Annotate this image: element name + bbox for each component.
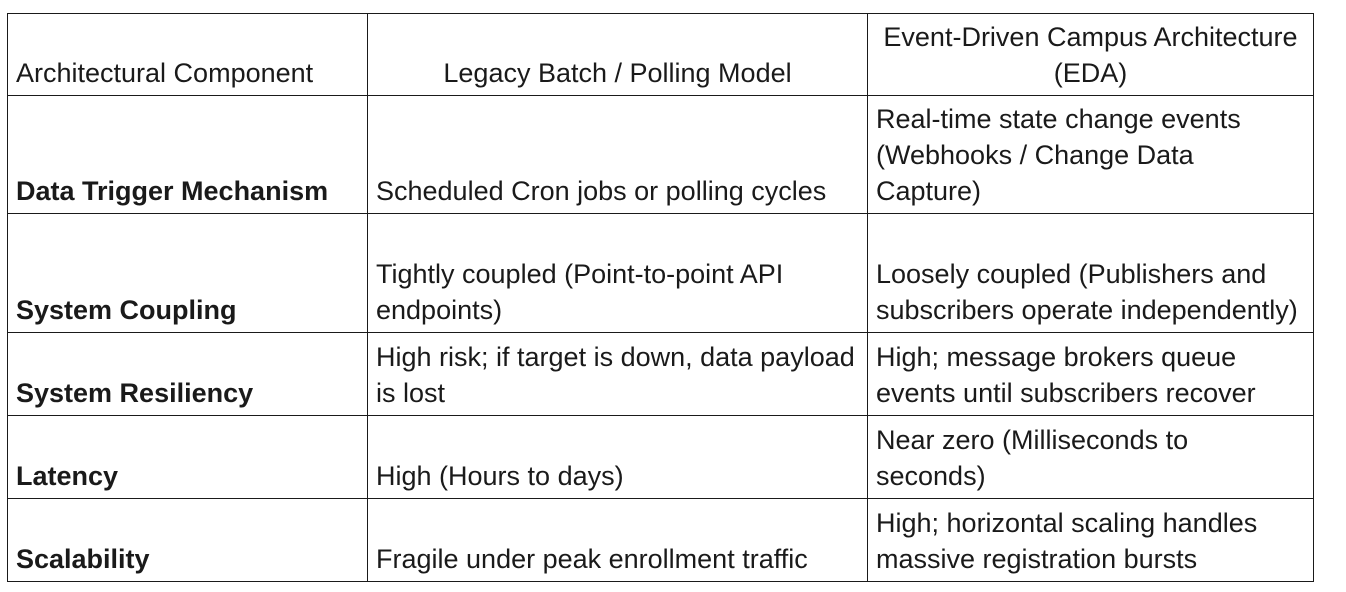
table-header-row bbox=[8, 14, 1314, 96]
table-row bbox=[8, 333, 1314, 416]
legacy-cell: High risk; if target is down, data payload is lost bbox=[368, 333, 868, 416]
row-label: Scalability bbox=[8, 499, 368, 582]
eda-cell: High; message brokers queue events until subscribers recover bbox=[868, 333, 1314, 416]
eda-cell: High; horizontal scaling handles massive registration bursts bbox=[868, 499, 1314, 582]
table-row bbox=[8, 416, 1314, 499]
header-eda: Event-Driven Campus Architecture (EDA) bbox=[868, 14, 1314, 96]
row-label: System Resiliency bbox=[8, 333, 368, 416]
row-label: Data Trigger Mechanism bbox=[8, 96, 368, 214]
row-label: Latency bbox=[8, 416, 368, 499]
eda-cell: Near zero (Milliseconds to seconds) bbox=[868, 416, 1314, 499]
header-architectural-component: Architectural Component bbox=[8, 14, 368, 96]
table-row bbox=[8, 214, 1314, 333]
row-label: System Coupling bbox=[8, 214, 368, 333]
table-row bbox=[8, 96, 1314, 214]
legacy-cell: Tightly coupled (Point-to-point API endpoints) bbox=[368, 214, 868, 333]
table-row bbox=[8, 499, 1314, 582]
eda-cell: Loosely coupled (Publishers and subscribers operate independently) bbox=[868, 214, 1314, 333]
legacy-cell: Fragile under peak enrollment traffic bbox=[368, 499, 868, 582]
comparison-table bbox=[7, 13, 1314, 582]
legacy-cell: High (Hours to days) bbox=[368, 416, 868, 499]
header-legacy-model: Legacy Batch / Polling Model bbox=[368, 14, 868, 96]
legacy-cell: Scheduled Cron jobs or polling cycles bbox=[368, 96, 868, 214]
eda-cell: Real-time state change events (Webhooks / Change Data Capture) bbox=[868, 96, 1314, 214]
